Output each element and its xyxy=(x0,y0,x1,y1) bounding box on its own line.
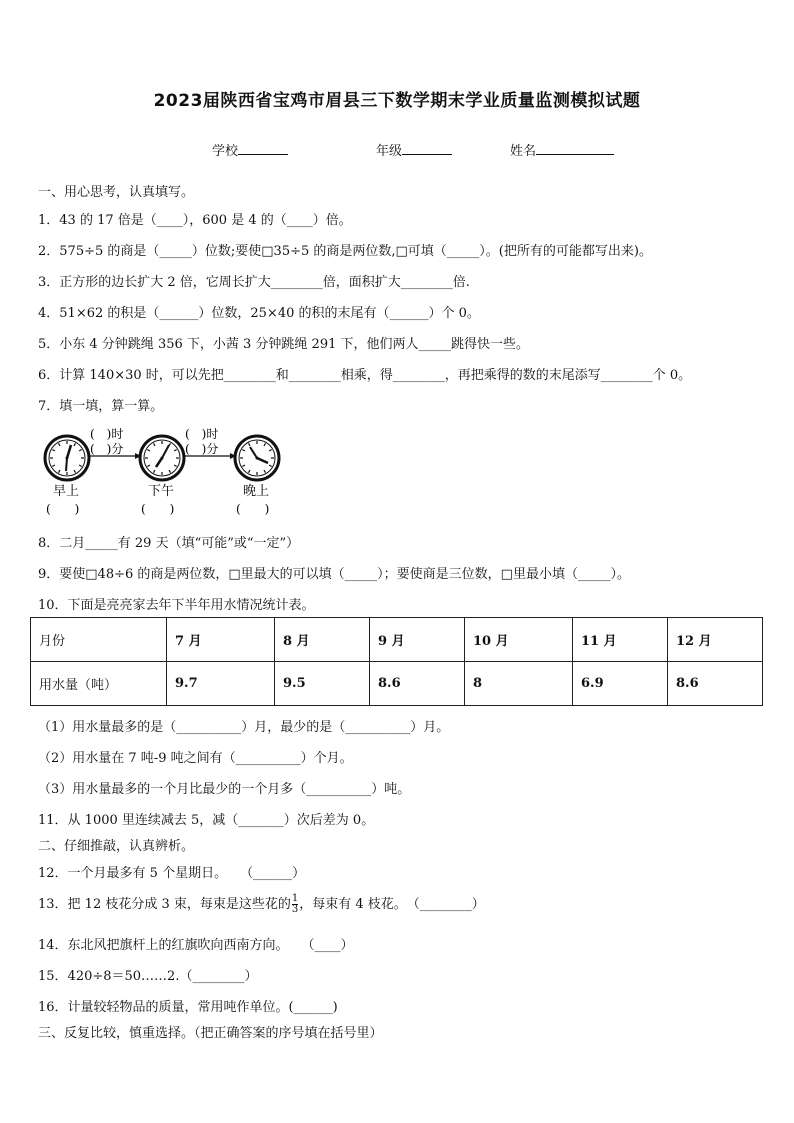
section-1-heading: 一、用心思考，认真填写。 xyxy=(38,185,195,200)
table-cell: 用水量（吨） xyxy=(31,662,167,706)
name-label: 姓名 xyxy=(510,144,537,159)
fraction-numerator: 1 xyxy=(291,893,299,904)
clock-morning xyxy=(45,436,89,480)
clock-label-evening: 晚上 xyxy=(243,484,270,499)
table-cell: 9 月 xyxy=(370,618,465,662)
table-cell: 6.9 xyxy=(573,662,668,706)
question-10: 10．下面是亮亮家去年下半年用水情况统计表。 xyxy=(38,598,315,613)
question-10-1: （1）用水量最多的是（__________）月，最少的是（__________）月。 xyxy=(38,720,450,735)
grade-label: 年级 xyxy=(376,144,403,159)
table-cell: 11 月 xyxy=(573,618,668,662)
table-cell: 10 月 xyxy=(465,618,573,662)
school-field xyxy=(212,140,288,159)
school-blank[interactable] xyxy=(238,142,288,155)
arrow-2-hours: ( )时 xyxy=(185,427,219,441)
section-2-heading: 二、仔细推敲，认真辨析。 xyxy=(38,839,195,854)
table-cell: 8.6 xyxy=(370,662,465,706)
question-10-2: （2）用水量在 7 吨-9 吨之间有（__________）个月。 xyxy=(38,751,353,766)
question-13-text: 13．把 12 枝花分成 3 束，每束是这些花的 xyxy=(38,897,291,912)
table-cell: 12 月 xyxy=(668,618,763,662)
table-cell: 9.7 xyxy=(167,662,275,706)
table-cell: 月份 xyxy=(31,618,167,662)
page-title: 2023届陕西省宝鸡市眉县三下数学期末学业质量监测模拟试题 xyxy=(153,91,641,111)
question-14: 14．东北风把旗杆上的红旗吹向西南方向。 （____） xyxy=(38,938,354,953)
question-6: 6．计算 140×30 时，可以先把________和________相乘，得________，再把乘得的数的末尾添写________个 0。 xyxy=(38,368,692,383)
question-8: 8．二月_____有 29 天（填“可能”或“一定”） xyxy=(38,536,300,551)
table-cell: 7 月 xyxy=(167,618,275,662)
question-2: 2．575÷5 的商是（_____）位数;要使□35÷5 的商是两位数,□可填（_____）。(把所有的可能都写出来)。 xyxy=(38,244,652,259)
question-16: 16．计量较轻物品的质量，常用吨作单位。(______) xyxy=(38,1000,338,1015)
clock-answer-afternoon[interactable]: ( ) xyxy=(141,502,175,516)
question-3: 3．正方形的边长扩大 2 倍，它周长扩大________倍，面积扩大________倍. xyxy=(38,275,470,290)
table-cell: 8 月 xyxy=(275,618,370,662)
grade-field xyxy=(376,140,452,159)
question-13-tail: ，每束有 4 枝花。 （________） xyxy=(299,897,485,912)
question-15: 15．420÷8＝50……2.（________） xyxy=(38,969,258,984)
question-10-3: （3）用水量最多的一个月比最少的一个月多（__________）吨。 xyxy=(38,782,411,797)
clock-evening xyxy=(235,436,279,480)
school-label: 学校 xyxy=(212,144,239,159)
fraction-denominator: 3 xyxy=(291,904,299,915)
table-cell: 9.5 xyxy=(275,662,370,706)
question-12: 12．一个月最多有 5 个星期日。 （______） xyxy=(38,866,306,881)
question-1: 1．43 的 17 倍是（____），600 是 4 的（____）倍。 xyxy=(38,213,352,228)
question-13 xyxy=(38,893,485,915)
table-header-row xyxy=(31,618,763,662)
clock-answer-morning[interactable]: ( ) xyxy=(46,502,80,516)
name-field xyxy=(510,140,614,159)
arrow-1-hours: ( )时 xyxy=(90,427,124,441)
grade-blank[interactable] xyxy=(402,142,452,155)
arrow-2-minutes: ( )分 xyxy=(185,442,219,456)
section-3-heading: 三、反复比较，慎重选择。（把正确答案的序号填在括号里） xyxy=(38,1026,383,1041)
table-cell: 8 xyxy=(465,662,573,706)
fraction-one-third xyxy=(292,894,298,915)
table-row xyxy=(31,662,763,706)
question-9: 9．要使□48÷6 的商是两位数，□里最大的可以填（_____）；要使商是三位数，□里最小填（_____）。 xyxy=(38,567,630,582)
name-blank[interactable] xyxy=(536,142,614,155)
table-cell: 8.6 xyxy=(668,662,763,706)
clock-afternoon xyxy=(140,436,184,480)
clock-label-afternoon: 下午 xyxy=(148,484,175,499)
question-4: 4．51×62 的积是（______）位数，25×40 的积的末尾有（______）个 0。 xyxy=(38,306,480,321)
water-usage-table xyxy=(30,617,763,706)
clock-label-morning: 早上 xyxy=(53,484,80,499)
clock-answer-evening[interactable]: ( ) xyxy=(236,502,270,516)
question-11: 11．从 1000 里连续减去 5，减（_______）次后差为 0。 xyxy=(38,813,375,828)
clock-figure xyxy=(38,423,338,523)
question-7: 7．填一填，算一算。 xyxy=(38,399,164,414)
arrow-1-minutes: ( )分 xyxy=(90,442,124,456)
question-5: 5．小东 4 分钟跳绳 356 下，小茜 3 分钟跳绳 291 下，他们两人_____跳得快一些。 xyxy=(38,337,529,352)
